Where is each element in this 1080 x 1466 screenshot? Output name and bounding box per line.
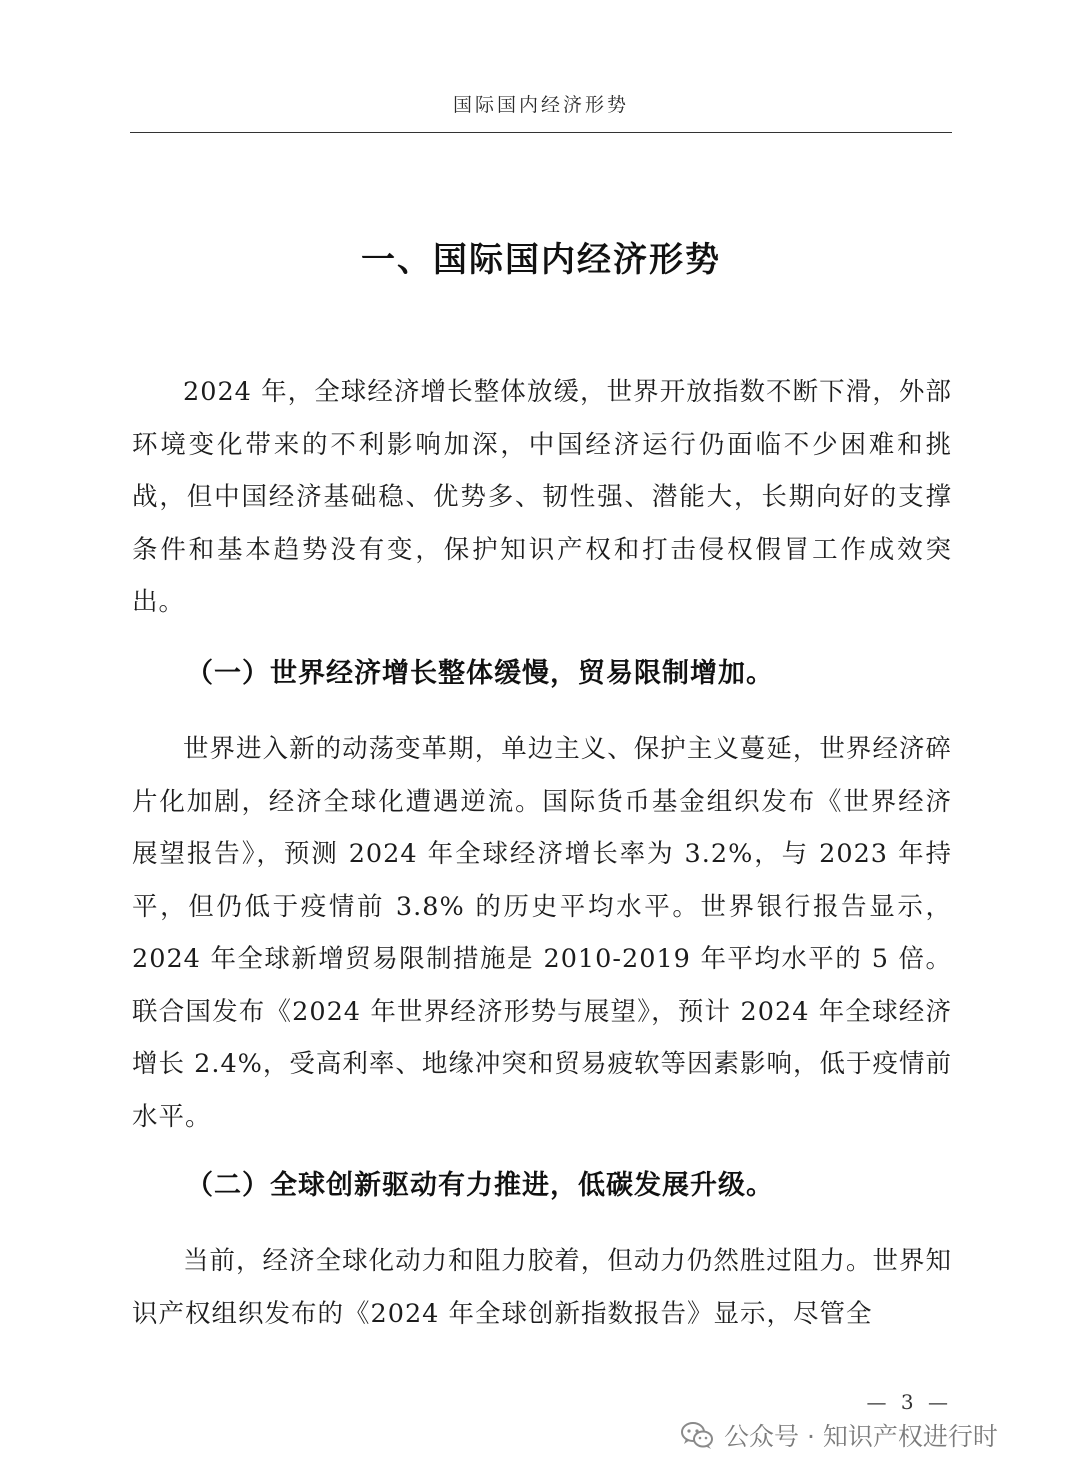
section-heading-1: （一）世界经济增长整体缓慢，贸易限制增加。 [186,658,774,689]
header-rule [130,132,952,133]
running-header: 国际国内经济形势 [452,94,629,116]
wechat-icon [680,1420,714,1450]
intro-paragraph: 2024 年，全球经济增长整体放缓，世界开放指数不断下滑，外部环境变化带来的不利影响加深，中国经济运行仍面临不少困难和挑战，但中国经济基础稳、优势多、韧性强、潜能大，长期向好的支撑条件和基本趋势没有变，保护知识产权和打击侵权假冒工作成效突出。 [132,377,952,617]
watermark-text: 公众号 · 知识产权进行时 [724,1422,998,1451]
watermark [680,1413,998,1457]
section-paragraph-1: 世界进入新的动荡变革期，单边主义、保护主义蔓延，世界经济碎片化加剧，经济全球化遭遇逆流。国际货币基金组织发布《世界经济展望报告》，预测 2024 年全球经济增长率为 3.2%，与 2023 年持平，但仍低于疫情前 3.8% 的历史平均水平。世界银行报告显示，2024 年全球新增贸易限制措施是 2010-2019 年平均水平的 5 倍。联合国发布《2024 年世界经济形势与展望》，预计 2024 年全球经济增长 2.4%，受高利率、地缘冲突和贸易疲软等因素影响，低于疫情前水平。 [132,734,952,1132]
section-heading-2: （二）全球创新驱动有力推进，低碳发展升级。 [186,1170,774,1201]
page-number: — 3 — [866,1390,952,1414]
section-paragraph-2: 当前，经济全球化动力和阻力胶着，但动力仍然胜过阻力。世界知识产权组织发布的《2024 年全球创新指数报告》显示，尽管全 [132,1246,952,1329]
chapter-title: 一、国际国内经济形势 [361,240,721,280]
